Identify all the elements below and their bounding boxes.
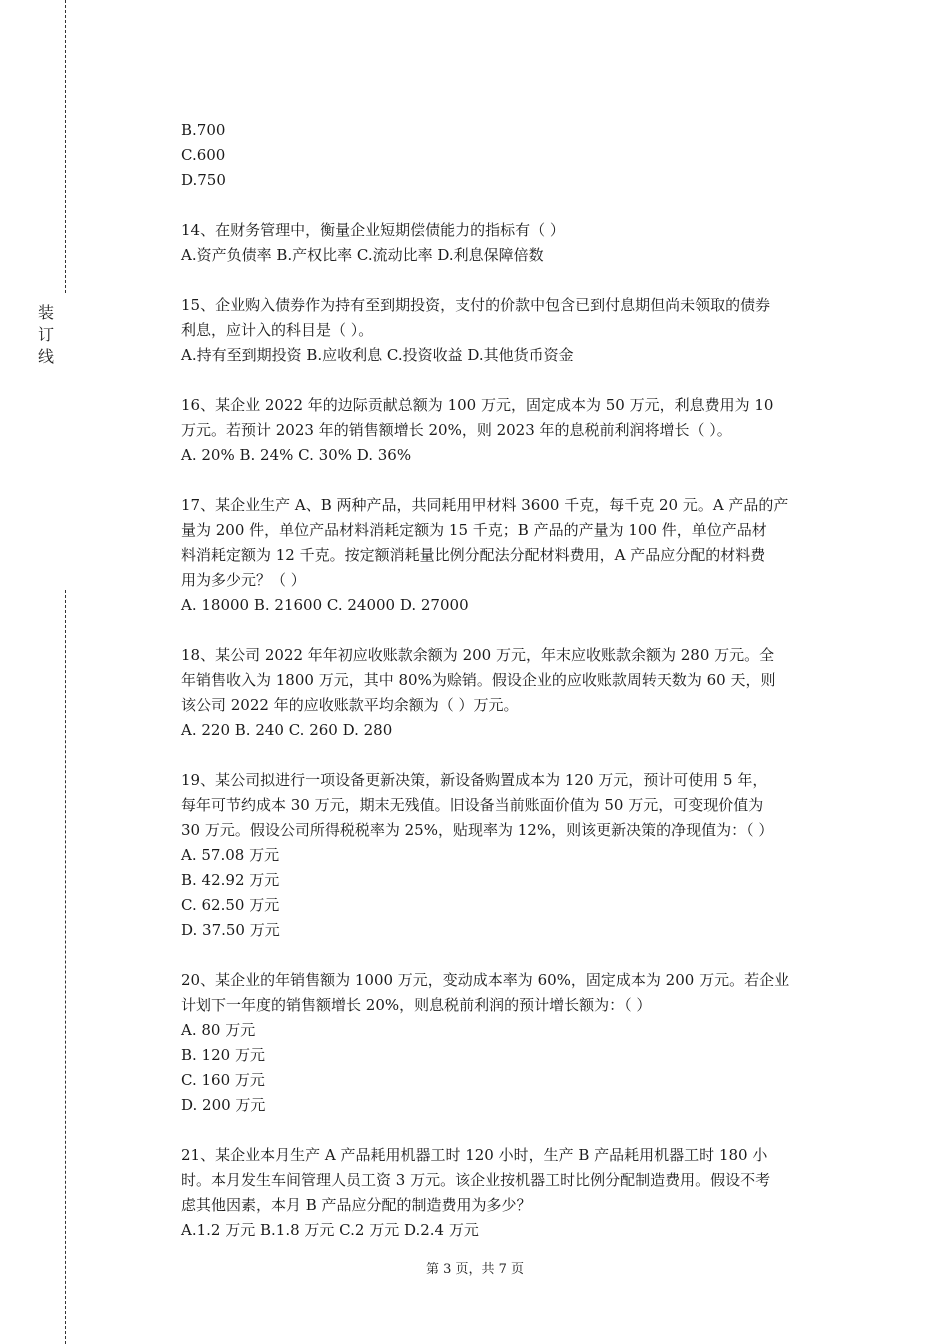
question-16 — [181, 393, 841, 468]
binding-dashed-line-bottom — [65, 590, 66, 1344]
option: C.600 — [181, 146, 226, 164]
option: C. 62.50 万元 — [181, 896, 280, 914]
question-17 — [181, 493, 841, 618]
option: A. 80 万元 — [181, 1021, 256, 1039]
option: D.750 — [181, 171, 226, 189]
option: C. 160 万元 — [181, 1071, 265, 1089]
binding-char: 线 — [37, 347, 54, 366]
page-number: 第 3 页，共 7 页 — [425, 1262, 525, 1277]
question-stem: 时。本月发生车间管理人员工资 3 万元。该企业按机器工时比例分配制造费用。假设不考 — [181, 1171, 771, 1189]
question-stem: 30 万元。假设公司所得税税率为 25%，贴现率为 12%，则该更新决策的净现值为：（ ） — [181, 821, 774, 839]
question-stem: 虑其他因素，本月 B 产品应分配的制造费用为多少？ — [181, 1196, 532, 1214]
question-stem: 年销售收入为 1800 万元，其中 80%为赊销。假设企业的应收账款周转天数为 60 天，则 — [181, 671, 776, 689]
option: B. 120 万元 — [181, 1046, 265, 1064]
option-line: A. 220 B. 240 C. 260 D. 280 — [181, 721, 393, 739]
question-stem: 量为 200 件，单位产品材料消耗定额为 15 千克；B 产品的产量为 100 件，单位产品材 — [181, 521, 767, 539]
option: A. 57.08 万元 — [181, 846, 280, 864]
question-stem: 21、某企业本月生产 A 产品耗用机器工时 120 小时，生产 B 产品耗用机器工时 180 小 — [181, 1146, 768, 1164]
question-13-continued — [181, 118, 841, 193]
question-content — [181, 118, 841, 1268]
question-stem: 17、某企业生产 A、B 两种产品，共同耗用甲材料 3600 千克，每千克 20 元。A 产品的产 — [181, 496, 789, 514]
option-line: A.持有至到期投资 B.应收利息 C.投资收益 D.其他货币资金 — [181, 346, 574, 364]
question-stem: 20、某企业的年销售额为 1000 万元，变动成本率为 60%，固定成本为 200 万元。若企业 — [181, 971, 790, 989]
question-20 — [181, 968, 841, 1118]
option: D. 37.50 万元 — [181, 921, 280, 939]
question-14 — [181, 218, 841, 268]
question-stem: 每年可节约成本 30 万元，期末无残值。旧设备当前账面价值为 50 万元，可变现价值为 — [181, 796, 764, 814]
question-stem: 万元。若预计 2023 年的销售额增长 20%，则 2023 年的息税前利润将增长（ ）。 — [181, 421, 732, 439]
question-stem: 料消耗定额为 12 千克。按定额消耗量比例分配法分配材料费用，A 产品应分配的材料费 — [181, 546, 766, 564]
binding-char: 订 — [37, 325, 54, 344]
question-15 — [181, 293, 841, 368]
option: D. 200 万元 — [181, 1096, 266, 1114]
question-stem: 计划下一年度的销售额增长 20%，则息税前利润的预计增长额为：（ ） — [181, 996, 652, 1014]
question-stem: 15、企业购入债券作为持有至到期投资，支付的价款中包含已到付息期但尚未领取的债券 — [181, 296, 771, 314]
question-stem: 19、某公司拟进行一项设备更新决策，新设备购置成本为 120 万元，预计可使用 5 年， — [181, 771, 768, 789]
option: B. 42.92 万元 — [181, 871, 280, 889]
option-line: A.资产负债率 B.产权比率 C.流动比率 D.利息保障倍数 — [181, 246, 544, 264]
question-stem: 用为多少元？（ ） — [181, 571, 306, 589]
question-stem: 18、某公司 2022 年年初应收账款余额为 200 万元，年末应收账款余额为 280 万元。全 — [181, 646, 775, 664]
option-line: A. 18000 B. 21600 C. 24000 D. 27000 — [181, 596, 469, 614]
question-stem: 该公司 2022 年的应收账款平均余额为（ ）万元。 — [181, 696, 519, 714]
question-stem: 14、在财务管理中，衡量企业短期偿债能力的指标有（ ） — [181, 221, 565, 239]
question-18 — [181, 643, 841, 743]
option-line: A.1.2 万元 B.1.8 万元 C.2 万元 D.2.4 万元 — [181, 1221, 479, 1239]
binding-label — [36, 302, 56, 368]
binding-char: 装 — [37, 303, 54, 322]
option: B.700 — [181, 121, 226, 139]
question-stem: 利息，应计入的科目是（ ）。 — [181, 321, 374, 339]
question-21 — [181, 1143, 841, 1243]
question-19 — [181, 768, 841, 943]
question-stem: 16、某企业 2022 年的边际贡献总额为 100 万元，固定成本为 50 万元，利息费用为 10 — [181, 396, 774, 414]
option-line: A. 20% B. 24% C. 30% D. 36% — [181, 446, 412, 464]
binding-dashed-line-top — [65, 0, 66, 293]
